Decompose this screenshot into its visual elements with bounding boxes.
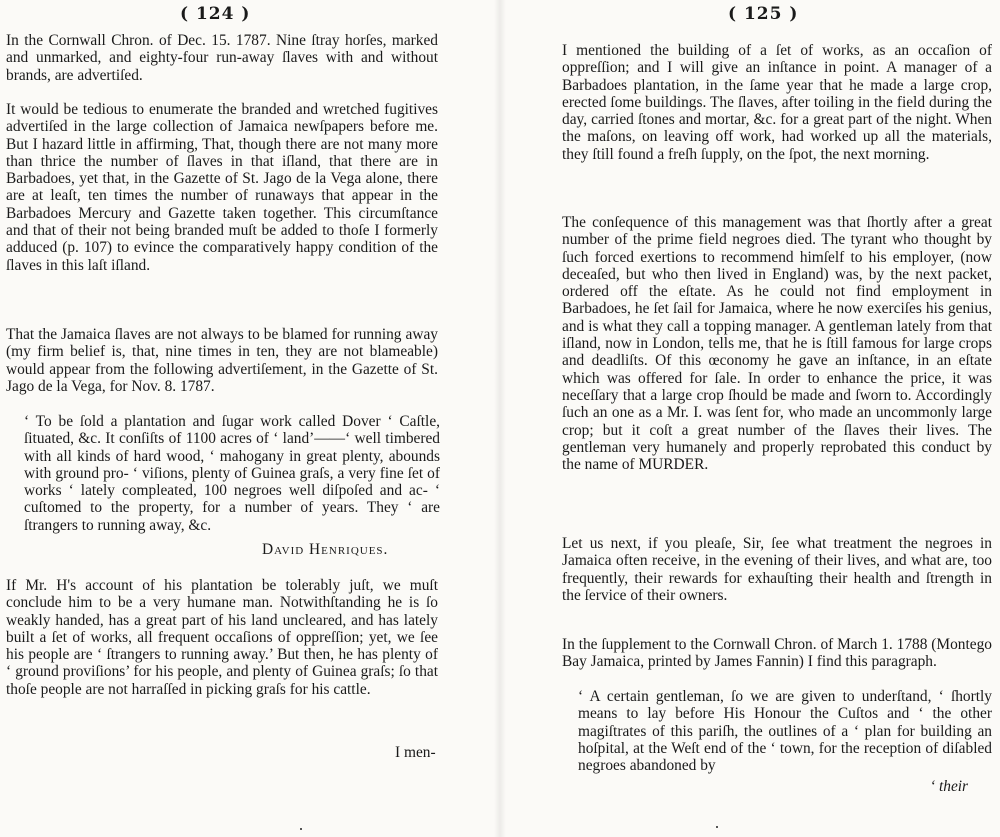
catchword: ‘ their: [930, 778, 969, 795]
catchword: I men-: [395, 744, 436, 761]
paragraph-2: The conſequence of this management was that ſhortly after a great number of the prime field negroes died. The tyrant who thought by ſuch forced exertions to recommend himſelf to his employer, (now deceaſed, but who then lived in England) was, by the next packet, ordered off the eſtate. As he could not find employment in Barbadoes, he ſet ſail for Jamaica, where he now exerciſes his genius, and is what they call a topping manager. A gentleman lately from that iſland, now in London, tells me, that he is ſtill famous for large crops and deadliſts. Of this œconomy he gave an inſtance, in an eſtate which was offered for ſale. In order to enhance the price, it was neceſſary that a large crop ſhould be made and ſworn to. Accordingly ſuch an one as a Mr. I. was ſent for, who made an uncommonly large crop; but it coſt a great number of the ſlaves their lives. The gentleman very humanely and properly reprobated this conduct by the name of MURDER.: [562, 214, 992, 474]
page-number: ( 125 ): [728, 4, 799, 24]
signature: David Henriques.: [262, 541, 389, 558]
page-number: ( 124 ): [180, 4, 251, 24]
paragraph-1: In the Cornwall Chron. of Dec. 15. 1787. Nine ſtray horſes, marked and unmarked, and eighty-four run-away ſlaves with and without brands, are advertiſed.: [6, 32, 438, 84]
print-mark: [716, 826, 718, 828]
paragraph-4: If Mr. H's account of his plantation be tolerably juſt, we muſt conclude him to be a very humane man. Notwithſtanding he is ſo weakly handed, has a great part of his land uncleared, and has lately built a ſet of works, all frequent occaſions of oppreſſion; yet, we ſee his people are ‘ ſtrangers to running away.’ But then, he has plenty of ‘ ground proviſions’ for his people, and plenty of Guinea graſs; ſo that thoſe people are not harraſſed in picking graſs for his cattle.: [6, 577, 438, 698]
paragraph-3: Let us next, if you pleaſe, Sir, ſee what treatment the negroes in Jamaica often receive, in the evening of their lives, and what are, too frequently, their rewards for exhauſting their health and ſtrength in the ſervice of their owners.: [562, 535, 992, 604]
print-mark: [300, 828, 302, 830]
right-page: [500, 0, 1000, 837]
quoted-advertisement: ‘ To be ſold a plantation and ſugar work called Dover ‘ Caſtle, ſituated, &c. It conſiſts of 1100 acres of ‘ land’——‘ well timbered with all kinds of hard wood, ‘ mahogany in great plenty, abounds with ground pro- ‘ viſions, plenty of Guinea graſs, a very fine ſet of works ‘ lately compleated, 100 negroes well diſpoſed and ac- ‘ cuſtomed to the property, for a number of years. They ‘ are ſtrangers to running away, &c.: [24, 413, 440, 534]
paragraph-3: That the Jamaica ſlaves are not always to be blamed for running away (my firm belief is, that, nine times in ten, they are not blameable) would appear from the following advertiſement, in the Gazette of St. Jago de la Vega, for Nov. 8. 1787.: [6, 326, 438, 395]
paragraph-1: I mentioned the building of a ſet of works, as an occaſion of oppreſſion; and I will give an inſtance in point. A manager of a Barbadoes plantation, in the ſame year that he made a large crop, erected ſome buildings. The ſlaves, after toiling in the field during the day, carried ſtones and mortar, &c. for a great part of the night. When the maſons, on leaving off work, had worked up all the materials, they ſtill found a freſh ſupply, on the ſpot, the next morning.: [562, 42, 992, 163]
paragraph-4: In the ſupplement to the Cornwall Chron. of March 1. 1788 (Montego Bay Jamaica, printed by James Fannin) I find this paragraph.: [562, 636, 992, 671]
paragraph-2: It would be tedious to enumerate the branded and wretched fugitives advertiſed in the large collection of Jamaica newſpapers before me. But I hazard little in affirming, That, though there are not many more than thrice the number of ſlaves in that iſland, that there are in Barbadoes, yet that, in the Gazette of St. Jago de la Vega alone, there are at leaſt, ten times the number of runaways that appear in the Barbadoes Mercury and Gazette taken together. This circumſtance and that of their not being branded muſt be added to thoſe I formerly adduced (p. 107) to evince the comparatively happy condition of the ſlaves in this laſt iſland.: [6, 101, 438, 274]
quoted-paragraph: ‘ A certain gentleman, ſo we are given to underſtand, ‘ ſhortly means to lay before His Honour the Cuſtos and ‘ the other magiſtrates of this pariſh, the outlines of a ‘ plan for building an hoſpital, at the Weſt end of the ‘ town, for the reception of diſabled negroes abandoned by: [578, 688, 992, 775]
